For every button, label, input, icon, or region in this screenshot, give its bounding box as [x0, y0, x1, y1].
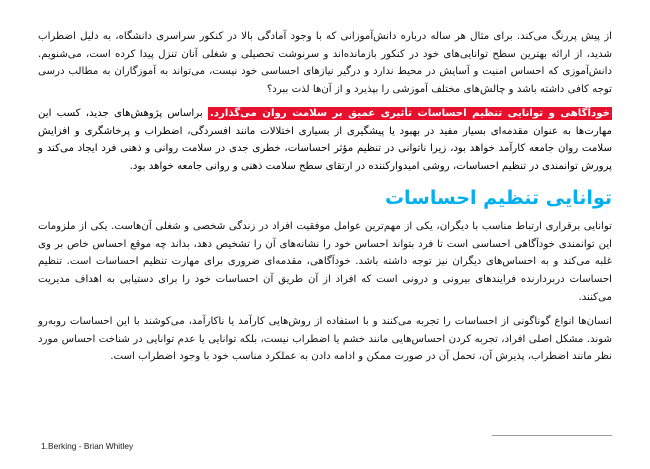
highlighted-paragraph [38, 105, 612, 175]
paragraph-body-1: توانایی برقراری ارتباط مناسب با دیگران، یکی از مهم‌ترین عوامل موفقیت افراد در زندگی شخصی و شغلی آن‌هاست. یکی از ملزومات این توانمندی خودآگاهی احساسی است تا فرد بتواند احساس خود را نشانه‌های آن را تشخیص دهد، بداند چه موقع احساس خاص بر وی غلبه می‌کند و به احساس‌های دیگران نیز توجه داشته باشد. خودآگاهی، مقدمه‌ای ضروری برای مهارت تنظیم احساسات است. تنظیم احساسات دربردارنده فرایندهای بیرونی و درونی است که افراد از آن طریق آن احساسات خود را برای دستیابی به اهداف مدیریت می‌کنند. [38, 221, 612, 303]
section-heading: توانایی تنظیم احساسات [384, 187, 612, 210]
footnote [38, 441, 612, 451]
highlight-remainder-text: براساس پژوهش‌های جدید، کسب این مهارت‌ها به عنوان مقدمه‌ای بسیار مفید در بهبود یا پیشگیری از بسیاری اختلالات مانند افسردگی، اضطراب و پرخاشگری و افزایش سلامت روان جامعه کارآمد خواهد بود، زیرا ناتوانی در تنظیم مؤثر احساسات، خطری جدی در سلامت روانی و ذهنی فرد ایجاد می‌کند و پرورش توانمندی در تنظیم احساسات، روشی امیدوارکننده در ارتقای سطح سلامت ذهنی و روانی جامعه خواهد بود. [38, 108, 612, 172]
footnote-text: Berking - Brian Whitley [48, 441, 134, 451]
footnote-number: 1. [41, 441, 48, 451]
paragraph-body-2: انسان‌ها انواع گوناگونی از احساسات را تجربه می‌کنند و با استفاده از روش‌هایی کارآمد یا ناکارآمد، می‌کوشند با این احساسات روبه‌رو شوند. مشکل اصلی افراد، تجربه کردن احساس‌هایی مانند خشم یا اضطراب نیست، بلکه توانایی یا عدم توانایی در شناخت احساس مورد نظر مانند اضطراب، پذیرش آن، تحمل آن در صورت ممکن و ادامه دادن به عملکرد مناسب خود با وجود اضطراب است. [38, 316, 612, 363]
highlighted-sentence: خودآگاهی و توانایی تنظیم احساسات تأثیری عمیق بر سلامت روان می‌گذارد. [209, 108, 610, 120]
footnote-divider [492, 435, 612, 436]
paragraph-intro: از پیش پررنگ می‌کند. برای مثال هر ساله درباره دانش‌آموزانی که با وجود آمادگی بالا در کنکور سراسری دانشگاه، به دلیل اضطراب شدید، از ارائه بهترین سطح توانایی‌های خود در کنکور بازمانده‌اند و سرنوشت تحصیلی و شغلی آنان تنزل پیدا کرده است، می‌شنویم. دانش‌آموزی که احساس امنیت و آسایش در محیط ندارد و درگیر نیازهای احساسی خود نیست، می‌تواند به آموزگاران به مطالب درسی توجه کافی داشته باشد و چالش‌های مختلف آموزشی را بپذیرد و از آن‌ها لذت ببرد؟ [38, 31, 612, 95]
footnote-area [38, 435, 612, 451]
body-text-block [38, 218, 612, 365]
